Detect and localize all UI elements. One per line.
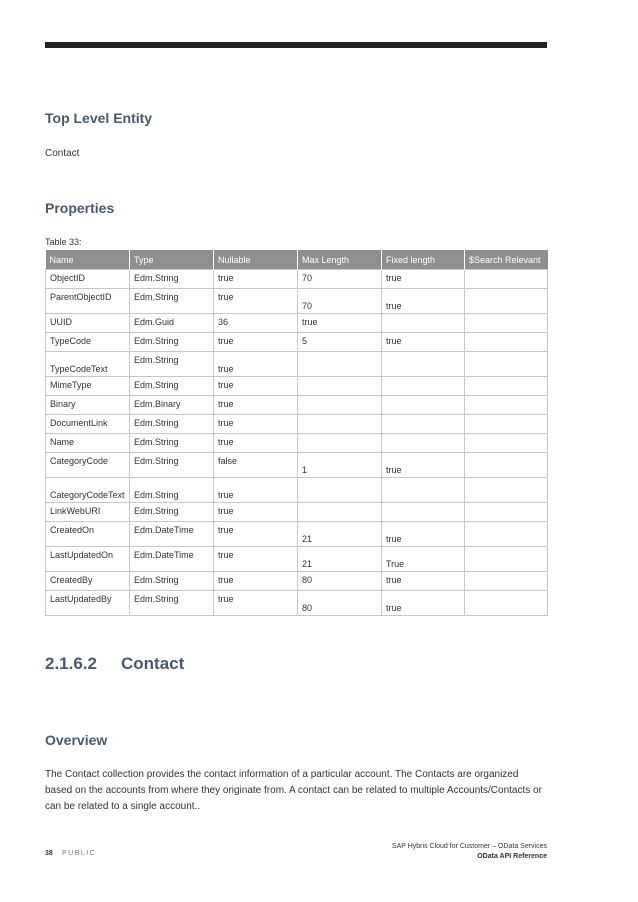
cell-max-length: true: [298, 314, 382, 333]
cell-name: CategoryCode: [46, 453, 130, 478]
table-row: [46, 415, 548, 434]
cell-type: Edm.String: [130, 478, 214, 503]
cell-search-relevant: [465, 352, 548, 377]
cell-max-length: 5: [298, 333, 382, 352]
cell-fixed-length: [382, 503, 465, 522]
cell-type: Edm.String: [130, 333, 214, 352]
properties-table: [45, 250, 548, 616]
cell-max-length: [298, 434, 382, 453]
top-rule: [45, 42, 547, 48]
cell-search-relevant: [465, 314, 548, 333]
header-max-length: Max Length: [298, 250, 382, 270]
cell-max-length: 70: [298, 289, 382, 314]
cell-search-relevant: [465, 572, 548, 591]
header-nullable: Nullable: [214, 250, 298, 270]
cell-fixed-length: true: [382, 591, 465, 616]
cell-nullable: true: [214, 270, 298, 289]
cell-type: Edm.DateTime: [130, 547, 214, 572]
table-row: [46, 547, 548, 572]
cell-type: Edm.Binary: [130, 396, 214, 415]
table-row: [46, 453, 548, 478]
cell-type: Edm.String: [130, 572, 214, 591]
cell-nullable: true: [214, 522, 298, 547]
cell-name: TypeCode: [46, 333, 130, 352]
cell-fixed-length: [382, 478, 465, 503]
top-level-entity-heading: Top Level Entity: [45, 110, 153, 126]
cell-name: CategoryCodeText: [46, 478, 130, 503]
cell-max-length: [298, 415, 382, 434]
header-search-relevant: $Search Relevant: [465, 250, 548, 270]
cell-fixed-length: true: [382, 270, 465, 289]
cell-max-length: 21: [298, 522, 382, 547]
section-number: 2.1.6.2: [45, 654, 97, 673]
cell-nullable: true: [214, 377, 298, 396]
cell-search-relevant: [465, 478, 548, 503]
cell-name: Name: [46, 434, 130, 453]
footer-product: SAP Hybris Cloud for Customer – OData Services: [391, 843, 547, 850]
cell-name: CreatedOn: [46, 522, 130, 547]
cell-search-relevant: [465, 415, 548, 434]
footer-doc-title: OData API Reference: [477, 853, 547, 860]
cell-search-relevant: [465, 289, 548, 314]
cell-max-length: 80: [298, 591, 382, 616]
overview-paragraph: The Contact collection provides the contact information of a particular account. The Contacts are organized based on the accounts from where they originate from. A contact can be related to multiple Accounts/Contacts or can be related to a single account..: [45, 769, 542, 812]
table-row: [46, 503, 548, 522]
cell-search-relevant: [465, 270, 548, 289]
cell-fixed-length: [382, 314, 465, 333]
cell-name: TypeCodeText: [46, 352, 130, 377]
footer-page-number: 38: [45, 850, 53, 857]
cell-fixed-length: [382, 415, 465, 434]
cell-search-relevant: [465, 377, 548, 396]
cell-type: Edm.Guid: [130, 314, 214, 333]
table-row: [46, 591, 548, 616]
table-row: [46, 396, 548, 415]
table-row: [46, 572, 548, 591]
cell-type: Edm.String: [130, 591, 214, 616]
section-title-text: Contact: [121, 654, 185, 673]
table-row: [46, 333, 548, 352]
top-level-entity-value: Contact: [45, 148, 80, 159]
cell-name: LastUpdatedBy: [46, 591, 130, 616]
cell-name: MimeType: [46, 377, 130, 396]
cell-max-length: 70: [298, 270, 382, 289]
cell-type: Edm.String: [130, 289, 214, 314]
cell-fixed-length: true: [382, 333, 465, 352]
cell-max-length: [298, 478, 382, 503]
cell-max-length: [298, 396, 382, 415]
cell-max-length: [298, 377, 382, 396]
cell-max-length: 21: [298, 547, 382, 572]
cell-search-relevant: [465, 396, 548, 415]
cell-nullable: true: [214, 591, 298, 616]
header-name: Name: [46, 250, 130, 270]
cell-max-length: 80: [298, 572, 382, 591]
cell-nullable: true: [214, 396, 298, 415]
footer-classification: PUBLIC: [62, 850, 97, 857]
cell-fixed-length: [382, 377, 465, 396]
cell-type: Edm.String: [130, 377, 214, 396]
table-row: [46, 314, 548, 333]
cell-search-relevant: [465, 522, 548, 547]
cell-fixed-length: true: [382, 572, 465, 591]
cell-max-length: [298, 503, 382, 522]
cell-name: ObjectID: [46, 270, 130, 289]
footer-doc-info: [392, 842, 547, 862]
cell-max-length: 1: [298, 453, 382, 478]
cell-type: Edm.String: [130, 503, 214, 522]
cell-name: LastUpdatedOn: [46, 547, 130, 572]
cell-fixed-length: true: [382, 289, 465, 314]
cell-type: Edm.String: [130, 453, 214, 478]
header-fixed-length: Fixed length: [382, 250, 465, 270]
cell-name: UUID: [46, 314, 130, 333]
cell-name: DocumentLink: [46, 415, 130, 434]
cell-type: Edm.String: [130, 434, 214, 453]
cell-nullable: true: [214, 503, 298, 522]
cell-type: Edm.String: [130, 415, 214, 434]
cell-nullable: true: [214, 434, 298, 453]
cell-max-length: [298, 352, 382, 377]
table-row: [46, 270, 548, 289]
cell-fixed-length: [382, 434, 465, 453]
cell-nullable: true: [214, 478, 298, 503]
cell-name: ParentObjectID: [46, 289, 130, 314]
cell-fixed-length: true: [382, 522, 465, 547]
table-row: [46, 377, 548, 396]
cell-nullable: 36: [214, 314, 298, 333]
cell-name: Binary: [46, 396, 130, 415]
overview-heading: Overview: [45, 732, 108, 748]
cell-search-relevant: [465, 591, 548, 616]
cell-nullable: false: [214, 453, 298, 478]
cell-fixed-length: True: [382, 547, 465, 572]
cell-search-relevant: [465, 503, 548, 522]
section-title: [45, 654, 184, 674]
table-row: [46, 434, 548, 453]
cell-fixed-length: [382, 396, 465, 415]
cell-search-relevant: [465, 434, 548, 453]
cell-name: CreatedBy: [46, 572, 130, 591]
cell-search-relevant: [465, 547, 548, 572]
cell-nullable: true: [214, 333, 298, 352]
cell-type: Edm.String: [130, 270, 214, 289]
cell-nullable: true: [214, 289, 298, 314]
table-header-row: [46, 250, 548, 270]
cell-nullable: true: [214, 547, 298, 572]
header-type: Type: [130, 250, 214, 270]
cell-fixed-length: [382, 352, 465, 377]
table-row: [46, 289, 548, 314]
cell-type: Edm.String: [130, 352, 214, 377]
cell-name: LinkWebURI: [46, 503, 130, 522]
cell-nullable: true: [214, 415, 298, 434]
properties-heading: Properties: [45, 200, 115, 216]
cell-nullable: true: [214, 352, 298, 377]
cell-type: Edm.DateTime: [130, 522, 214, 547]
table-row: [46, 522, 548, 547]
cell-nullable: true: [214, 572, 298, 591]
cell-fixed-length: true: [382, 453, 465, 478]
table-caption: Table 33:: [45, 237, 82, 247]
cell-search-relevant: [465, 453, 548, 478]
cell-search-relevant: [465, 333, 548, 352]
table-row: [46, 478, 548, 503]
table-row: [46, 352, 548, 377]
